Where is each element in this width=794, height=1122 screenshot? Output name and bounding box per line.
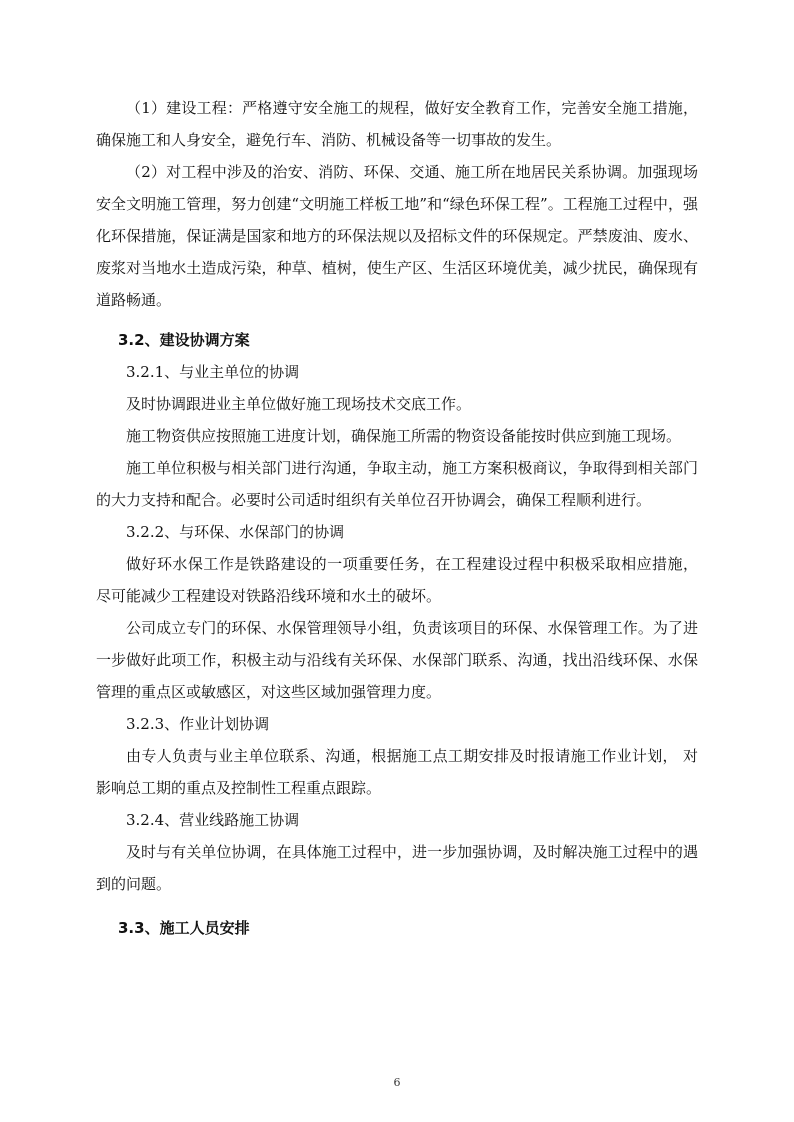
paragraph-3-2-1-b: 施工物资供应按照施工进度计划，确保施工所需的物资设备能按时供应到施工现场。 — [126, 427, 682, 445]
subsection-title-3-2-3: 3.2.3、作业计划协调 — [126, 715, 270, 733]
paragraph-3-2-1-a: 及时协调跟进业主单位做好施工现场技术交底工作。 — [126, 395, 472, 413]
section-heading-3-2: 3.2、建设协调方案 — [118, 331, 250, 349]
section-heading-3-3: 3.3、施工人员安排 — [118, 919, 250, 937]
paragraph-3-2-3-a: 由专人负责与业主单位联系、沟通，根据施工点工期安排及时报请施工作业计划， 对影响总工期的重点及控制性工程重点跟踪。 — [96, 747, 698, 797]
paragraph-construction-safety: （1）建设工程：严格遵守安全施工的规程，做好安全教育工作，完善安全施工措施， 确保施工和人身安全，避免行车、消防、机械设备等一切事故的发生。 — [96, 99, 698, 149]
subsection-title-3-2-1: 3.2.1、与业主单位的协调 — [126, 363, 300, 381]
paragraph-3-2-2-a: 做好环水保工作是铁路建设的一项重要任务，在工程建设过程中积极采取相应措施， 尽可能减少工程建设对铁路沿线环境和水土的破坏。 — [96, 555, 698, 605]
page-number: 6 — [393, 1076, 401, 1089]
subsection-title-3-2-4: 3.2.4、营业线路施工协调 — [126, 811, 300, 829]
subsection-title-3-2-2: 3.2.2、与环保、水保部门的协调 — [126, 523, 345, 541]
page-content — [96, 92, 698, 944]
paragraph-3-2-1-c: 施工单位积极与相关部门进行沟通，争取主动，施工方案积极商议，争取得到相关部门的大力支持和配合。必要时公司适时组织有关单位召开协调会，确保工程顺利进行。 — [96, 459, 698, 509]
paragraph-3-2-4-a: 及时与有关单位协调，在具体施工过程中，进一步加强协调，及时解决施工过程中的遇到的问题。 — [96, 843, 698, 893]
paragraph-public-relations: （2）对工程中涉及的治安、消防、环保、交通、施工所在地居民关系协调。加强现场安全文明施工管理，努力创建“文明施工样板工地”和“绿色环保工程”。工程施工过程中，强化环保措施，保证满是国家和地方的环保法规以及招标文件的环保规定。严禁废油、废水、废浆对当地水土造成污染，种草、植树，使生产区、生活区环境优美，减少扰民，确保现有道路畅通。 — [96, 163, 698, 309]
paragraph-3-2-2-b: 公司成立专门的环保、水保管理领导小组，负责该项目的环保、水保管理工作。为了进一步做好此项工作，积极主动与沿线有关环保、水保部门联系、沟通，找出沿线环保、水保管理的重点区或敏感区，对这些区域加强管理力度。 — [96, 619, 698, 701]
